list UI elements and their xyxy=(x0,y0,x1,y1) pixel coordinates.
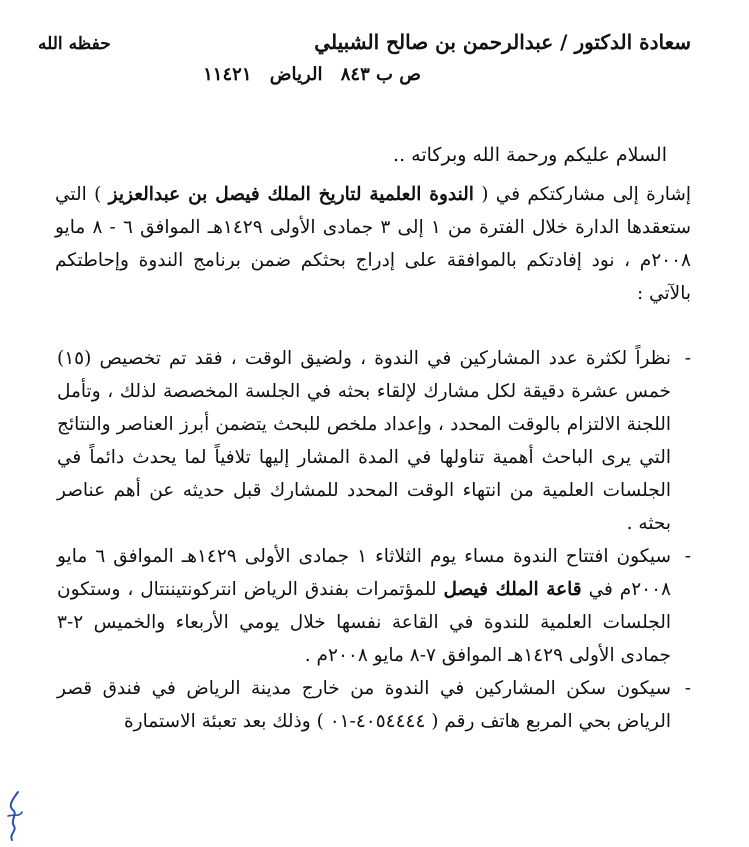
list-item xyxy=(57,540,691,672)
honorific: حفظه الله xyxy=(38,34,111,54)
symposium-name: الندوة العلمية لتاريخ الملك فيصل بن عبدالعزيز xyxy=(108,184,474,205)
list-item xyxy=(57,342,691,540)
intro-paragraph xyxy=(55,178,691,310)
hall-name: قاعة الملك فيصل xyxy=(443,579,582,600)
bullet-text: سيكون سكن المشاركين في الندوة من خارج مدينة الرياض في فندق قصر الرياض بحي المربع هاتف رقم ( ٤٠٥٤٤٤٤-٠١ ) وذلك بعد تعبئة الاستمارة xyxy=(57,678,671,732)
bullet-dash: - xyxy=(684,546,691,567)
bullet-dash: - xyxy=(684,678,691,699)
address-line xyxy=(191,64,421,85)
greeting: السلام عليكم ورحمة الله وبركاته .. xyxy=(393,144,667,166)
signature-mark xyxy=(4,790,26,842)
bullet-text-cont: للمؤتمرات بفندق الرياض انتركونتيننتال ، وستكون الجلسات العلمية للندوة في القاعة نفسها خلال يومي الأربعاء والخميس ٢-٣ جمادى الأولى ١٤٢٩هـ الموافق ٧-٨ مايو ٢٠٠٨م . xyxy=(57,579,671,666)
recipient-name: سعادة الدكتور / عبدالرحمن بن صالح الشبيلي xyxy=(314,30,691,54)
instructions-list xyxy=(57,342,691,738)
bullet-dash: - xyxy=(684,348,691,369)
bullet-text: سيكون افتتاح الندوة مساء يوم الثلاثاء ١ جمادى الأولى ١٤٢٩هـ الموافق ٦ مايو ٢٠٠٨م في xyxy=(57,546,671,600)
list-item xyxy=(57,672,691,738)
intro-before: إشارة إلى مشاركتكم في ( xyxy=(473,184,691,205)
postal-code: ١١٤٢١ xyxy=(203,64,252,85)
letter-header xyxy=(38,30,691,54)
intro-after: ) التي ستعقدها الدارة خلال الفترة من ١ إلى ٣ جمادى الأولى ١٤٢٩هـ الموافق ٦ - ٨ مايو ٢٠٠٨م ، نود إفادتكم بالموافقة على إدراج بحثكم ضمن برنامج الندوة وإحاطتكم بالآتي : xyxy=(55,184,691,304)
city: الرياض xyxy=(269,64,323,85)
po-box: ص ب ٨٤٣ xyxy=(340,64,421,85)
bullet-text: نظراً لكثرة عدد المشاركين في الندوة ، ولضيق الوقت ، فقد تم تخصيص (١٥) خمس عشرة دقيقة لكل مشارك لإلقاء بحثه في الجلسة المخصصة لذلك ، وتأمل اللجنة الالتزام بالوقت المحدد ، وإعداد ملخص للبحث يتضمن أبرز العناصر والنتائج التي يرى الباحث أهمية تناولها في المدة المشار إليها تلافياً لما يحدث دائماً في الجلسات العلمية من انتهاء الوقت المحدد للمشارك قبل حديثه عن أهم عناصر بحثه . xyxy=(57,348,671,534)
